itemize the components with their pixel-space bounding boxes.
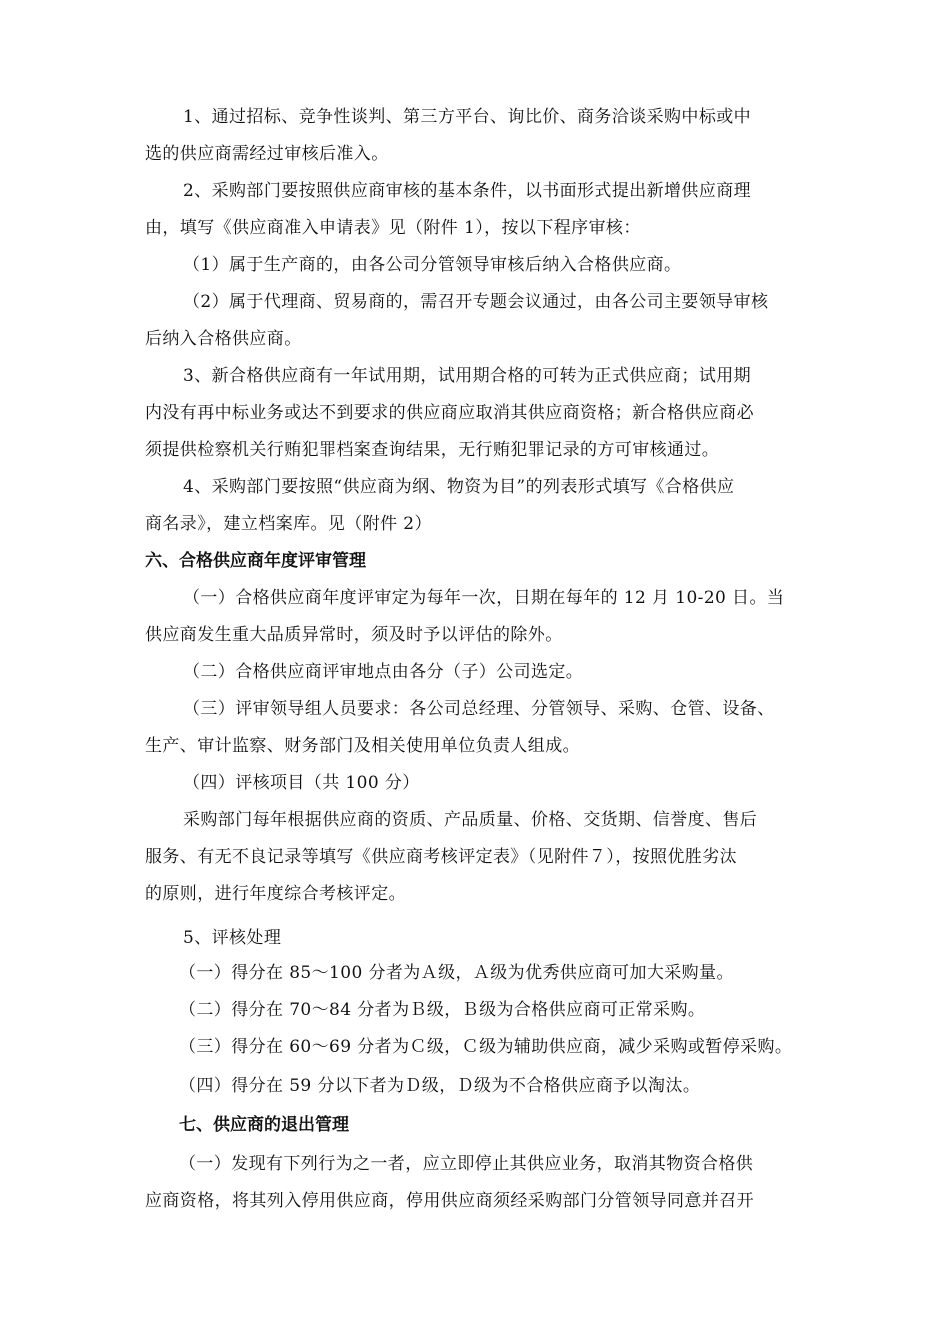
scoring-paragraph-line-3: 的原则，进行年度综合考核评定。 — [145, 884, 406, 904]
section-6-item-4: （四）评核项目（共 100 分） — [183, 773, 420, 793]
section-6-item-2: （二）合格供应商评审地点由各分（子）公司选定。 — [183, 662, 584, 682]
paragraph-2-line-2: 由，填写《供应商准入申请表》见（附件 1），按以下程序审核： — [145, 218, 641, 238]
grade-a-line: （一）得分在 85～100 分者为Ａ级，Ａ级为优秀供应商可加大采购量。 — [179, 963, 734, 983]
section-6-item-1-line-2: 供应商发生重大品质异常时，须及时予以评估的除外。 — [145, 625, 563, 645]
paragraph-1-line-1: 1、通过招标、竞争性谈判、第三方平台、询比价、商务洽谈采购中标或中 — [183, 107, 752, 127]
paragraph-2-line-1: 2、采购部门要按照供应商审核的基本条件，以书面形式提出新增供应商理 — [183, 181, 752, 201]
paragraph-4-line-2: 商名录》，建立档案库。见（附件 2） — [145, 514, 432, 534]
paragraph-2-item-2-line-2: 后纳入合格供应商。 — [145, 329, 302, 349]
section-heading-6: 六、合格供应商年度评审管理 — [145, 551, 366, 571]
section-6-item-1-line-1: （一）合格供应商年度评审定为每年一次，日期在每年的 12 月 10-20 日。当 — [183, 588, 785, 608]
evaluation-heading: 5、评核处理 — [183, 928, 282, 948]
paragraph-3-line-1: 3、新合格供应商有一年试用期，试用期合格的可转为正式供应商；试用期 — [183, 366, 752, 386]
section-7-item-1-line-2: 应商资格，将其列入停用供应商，停用供应商须经采购部门分管领导同意并召开 — [145, 1191, 754, 1211]
paragraph-1-line-2: 选的供应商需经过审核后准入。 — [145, 144, 389, 164]
section-6-item-3-line-1: （三）评审领导组人员要求：各公司总经理、分管领导、采购、仓管、设备、 — [183, 699, 775, 719]
grade-b-line: （二）得分在 70～84 分者为Ｂ级，Ｂ级为合格供应商可正常采购。 — [179, 1000, 706, 1020]
paragraph-2-item-2-line-1: （2）属于代理商、贸易商的，需召开专题会议通过，由各公司主要领导审核 — [183, 292, 769, 312]
grade-d-line: （四）得分在 59 分以下者为Ｄ级，Ｄ级为不合格供应商予以淘汰。 — [179, 1076, 701, 1096]
paragraph-4-line-1: 4、采购部门要按照“供应商为纲、物资为目”的列表形式填写《合格供应 — [183, 477, 735, 497]
section-heading-7: 七、供应商的退出管理 — [179, 1115, 349, 1135]
grade-c-line: （三）得分在 60～69 分者为Ｃ级，Ｃ级为辅助供应商，减少采购或暂停采购。 — [179, 1037, 793, 1057]
section-7-item-1-line-1: （一）发现有下列行为之一者，应立即停止其供应业务，取消其物资合格供 — [179, 1154, 754, 1174]
paragraph-3-line-3: 须提供检察机关行贿犯罪档案查询结果，无行贿犯罪记录的方可审核通过。 — [145, 440, 720, 460]
section-6-item-3-line-2: 生产、审计监察、财务部门及相关使用单位负责人组成。 — [145, 736, 580, 756]
paragraph-3-line-2: 内没有再中标业务或达不到要求的供应商应取消其供应商资格；新合格供应商必 — [145, 403, 754, 423]
scoring-paragraph-line-2: 服务、有无不良记录等填写《供应商考核评定表》（见附件７），按照优胜劣汰 — [145, 847, 737, 867]
scoring-paragraph-line-1: 采购部门每年根据供应商的资质、产品质量、价格、交货期、信誉度、售后 — [183, 810, 758, 830]
paragraph-2-item-1: （1）属于生产商的，由各公司分管领导审核后纳入合格供应商。 — [183, 255, 682, 275]
